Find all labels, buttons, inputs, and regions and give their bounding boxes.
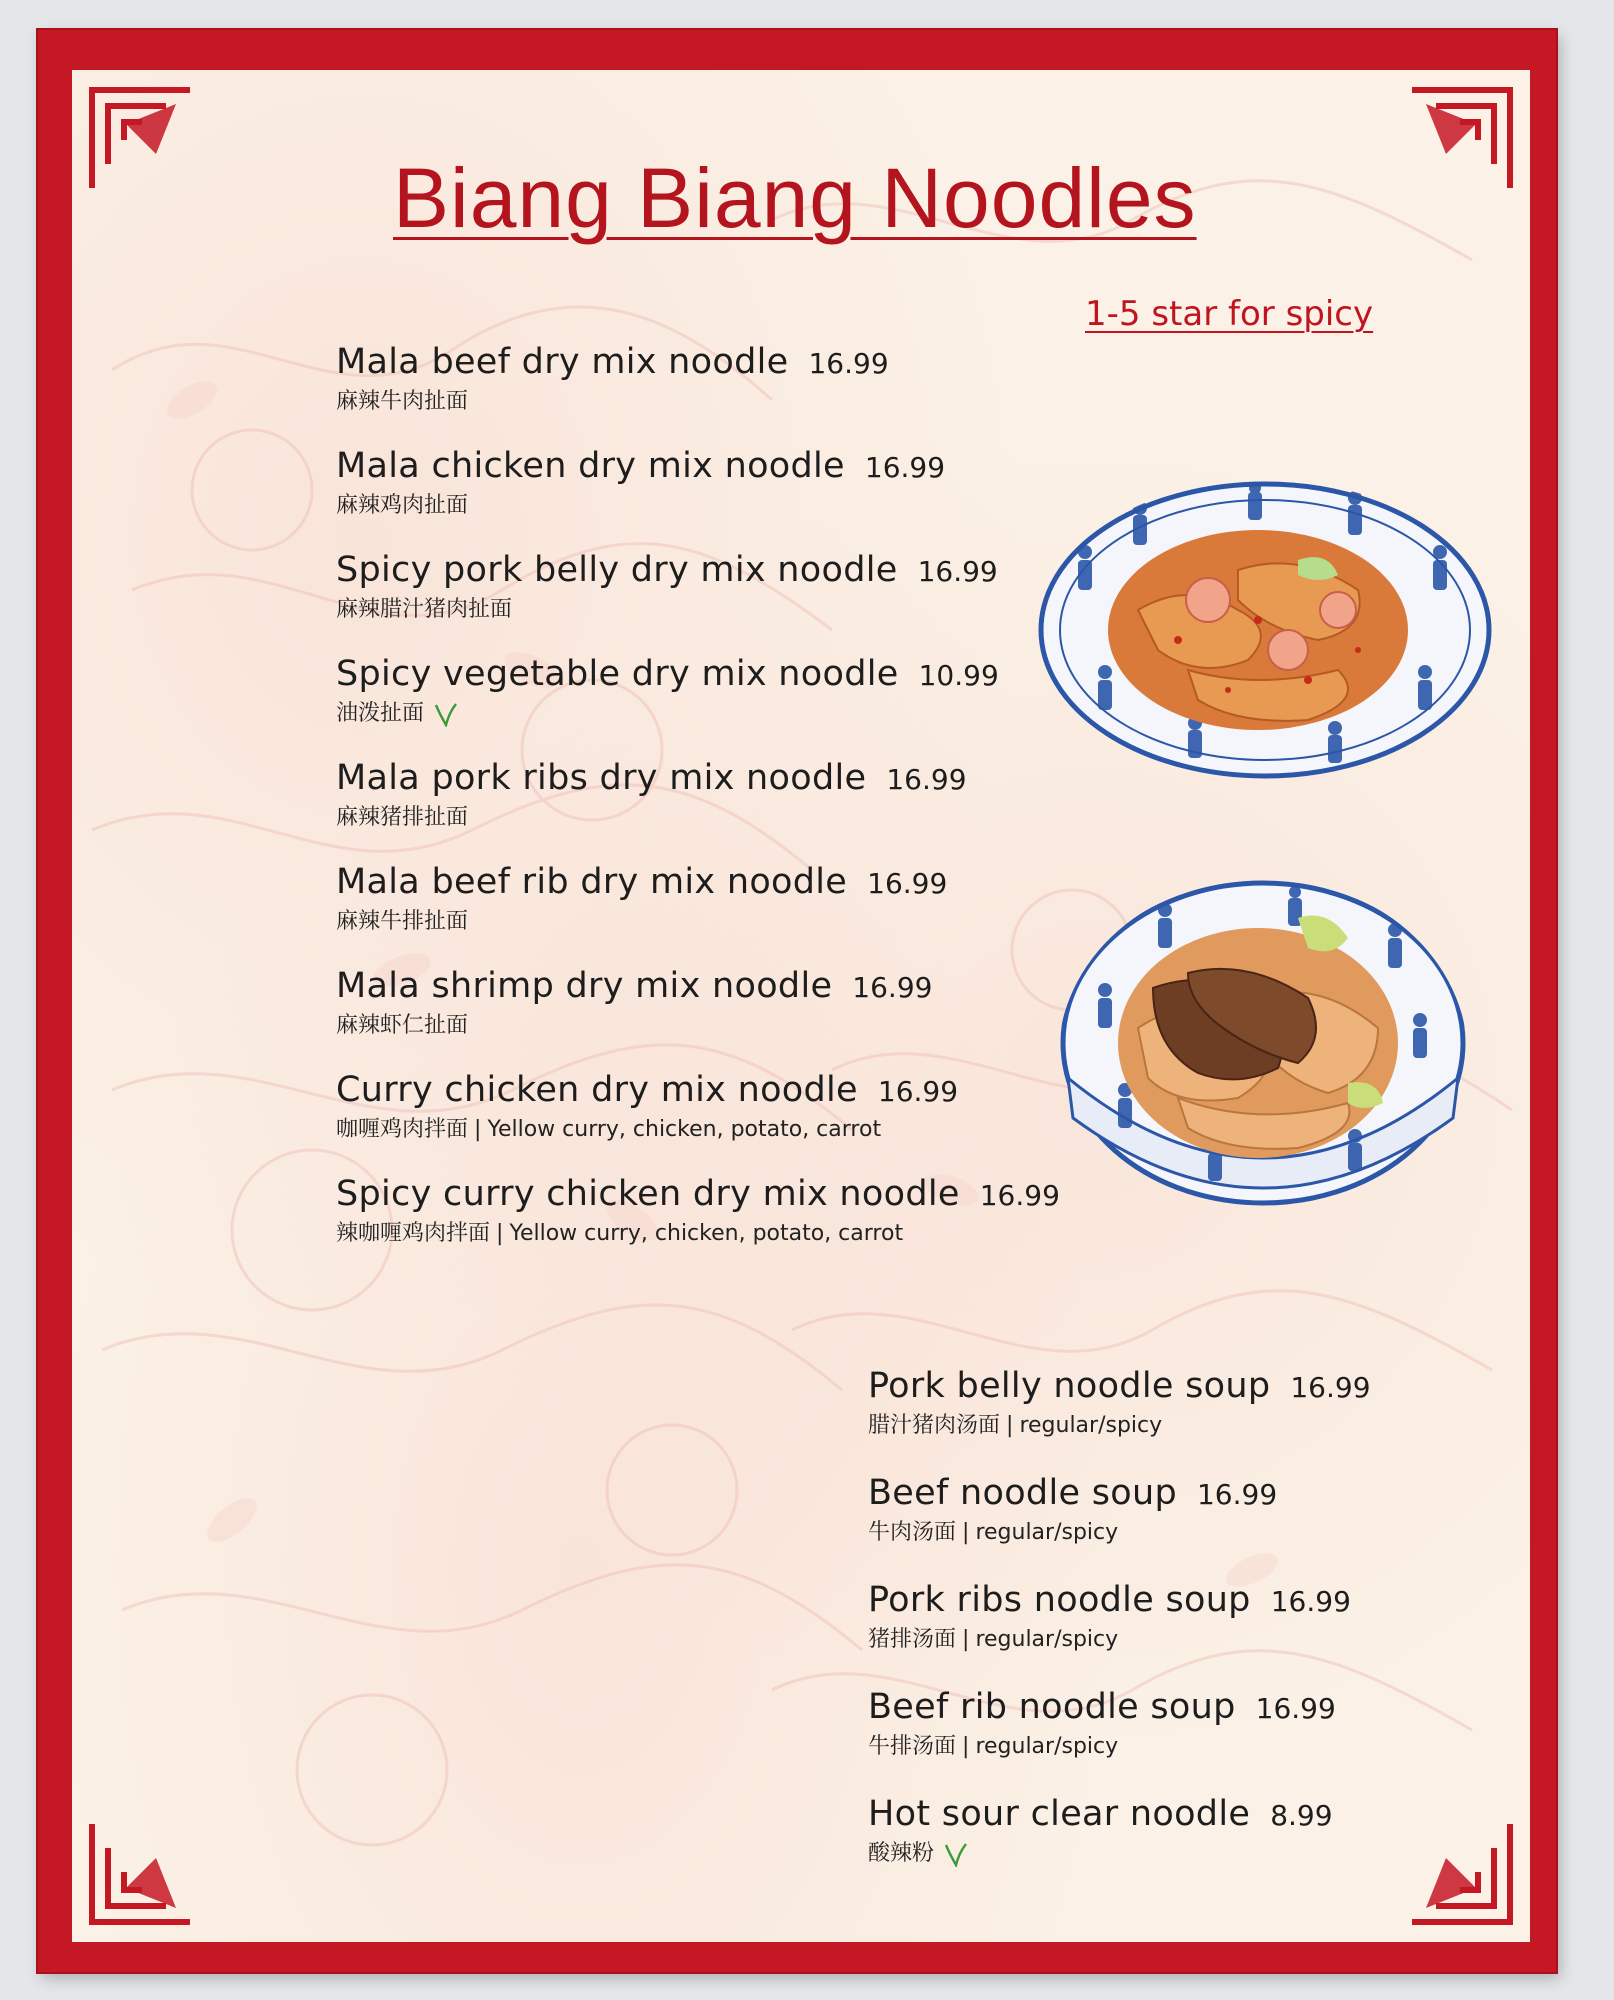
- menu-item: [868, 1473, 1371, 1580]
- beef-rib-noodle-bowl-photo: [1058, 878, 1468, 1238]
- item-chinese-name: 腊汁猪肉汤面: [868, 1413, 1001, 1438]
- item-name: Mala beef rib dry mix noodle: [336, 862, 848, 902]
- item-name: Spicy pork belly dry mix noodle: [336, 550, 898, 590]
- item-name: Mala chicken dry mix noodle: [336, 446, 845, 486]
- corner-ornament-top-left: [86, 84, 196, 194]
- separator: |: [962, 1520, 970, 1545]
- item-price: 16.99: [1270, 1585, 1351, 1618]
- item-price: 10.99: [918, 659, 999, 692]
- leaf-icon: [432, 701, 458, 727]
- menu-item: [868, 1794, 1371, 1901]
- menu-title: Biang Biang Noodles: [393, 151, 1197, 245]
- item-price: 16.99: [979, 1179, 1060, 1212]
- item-chinese-name: 麻辣牛肉扯面: [336, 389, 469, 414]
- leaf-icon: [942, 1841, 968, 1867]
- menu-item: [336, 862, 1060, 966]
- item-name: Mala pork ribs dry mix noodle: [336, 758, 867, 798]
- item-detail: regular/spicy: [975, 1627, 1119, 1652]
- menu-item: [336, 342, 1060, 446]
- item-price: 16.99: [1290, 1371, 1371, 1404]
- item-chinese-name: 麻辣牛排扯面: [336, 909, 469, 934]
- item-name: Pork ribs noodle soup: [868, 1580, 1251, 1620]
- separator: |: [496, 1221, 504, 1246]
- item-detail: regular/spicy: [975, 1520, 1119, 1545]
- separator: |: [962, 1627, 970, 1652]
- separator: |: [474, 1117, 482, 1142]
- separator: |: [1006, 1413, 1014, 1438]
- item-detail: regular/spicy: [1019, 1413, 1163, 1438]
- dry-mix-noodle-list: [336, 342, 1060, 1278]
- menu-item: [336, 1174, 1060, 1278]
- item-chinese-name: 麻辣虾仁扯面: [336, 1013, 469, 1038]
- item-price: 16.99: [917, 555, 998, 588]
- item-price: 16.99: [867, 867, 948, 900]
- menu-item: [336, 446, 1060, 550]
- item-detail: Yellow curry, chicken, potato, carrot: [487, 1117, 882, 1142]
- item-name: Pork belly noodle soup: [868, 1366, 1271, 1406]
- item-price: 16.99: [808, 347, 889, 380]
- item-name: Curry chicken dry mix noodle: [336, 1070, 858, 1110]
- item-chinese-name: 牛肉汤面: [868, 1520, 957, 1545]
- item-name: Spicy curry chicken dry mix noodle: [336, 1174, 960, 1214]
- item-price: 16.99: [1255, 1692, 1336, 1725]
- menu-item: [336, 758, 1060, 862]
- corner-ornament-bottom-left: [86, 1818, 196, 1928]
- menu-board: [38, 30, 1556, 1972]
- item-detail: Yellow curry, chicken, potato, carrot: [509, 1221, 904, 1246]
- menu-item: [336, 550, 1060, 654]
- item-chinese-name: 猪排汤面: [868, 1627, 957, 1652]
- item-price: 16.99: [877, 1075, 959, 1108]
- item-chinese-name: 牛排汤面: [868, 1734, 957, 1759]
- item-chinese-name: 麻辣鸡肉扯面: [336, 493, 469, 518]
- item-name: Spicy vegetable dry mix noodle: [336, 654, 899, 694]
- menu-item: [336, 654, 1060, 758]
- item-name: Beef rib noodle soup: [868, 1687, 1236, 1727]
- item-chinese-name: 酸辣粉: [868, 1841, 935, 1866]
- item-name: Mala shrimp dry mix noodle: [336, 966, 833, 1006]
- item-chinese-name: 油泼扯面: [336, 701, 425, 726]
- item-price: 16.99: [886, 763, 967, 796]
- menu-item: [868, 1687, 1371, 1794]
- menu-item: [868, 1580, 1371, 1687]
- item-name: Beef noodle soup: [868, 1473, 1177, 1513]
- item-price: 8.99: [1270, 1799, 1333, 1832]
- menu-item: [336, 1070, 1060, 1174]
- item-price: 16.99: [1196, 1478, 1278, 1511]
- item-chinese-name: 麻辣腊汁猪肉扯面: [336, 597, 513, 622]
- corner-ornament-bottom-right: [1406, 1818, 1516, 1928]
- item-name: Mala beef dry mix noodle: [336, 342, 789, 382]
- item-name: Hot sour clear noodle: [868, 1794, 1251, 1834]
- item-chinese-name: 辣咖喱鸡肉拌面: [336, 1221, 491, 1246]
- separator: |: [962, 1734, 970, 1759]
- noodle-soup-list: [868, 1366, 1371, 1901]
- corner-ornament-top-right: [1406, 84, 1516, 194]
- item-price: 16.99: [864, 451, 946, 484]
- menu-item: [336, 966, 1060, 1070]
- item-chinese-name: 麻辣猪排扯面: [336, 805, 469, 830]
- item-detail: regular/spicy: [975, 1734, 1119, 1759]
- spicy-rating-note: 1-5 star for spicy: [1085, 294, 1374, 334]
- shrimp-dry-mix-noodle-bowl-photo: [1038, 480, 1493, 780]
- item-price: 16.99: [852, 971, 933, 1004]
- item-chinese-name: 咖喱鸡肉拌面: [336, 1117, 469, 1142]
- menu-item: [868, 1366, 1371, 1473]
